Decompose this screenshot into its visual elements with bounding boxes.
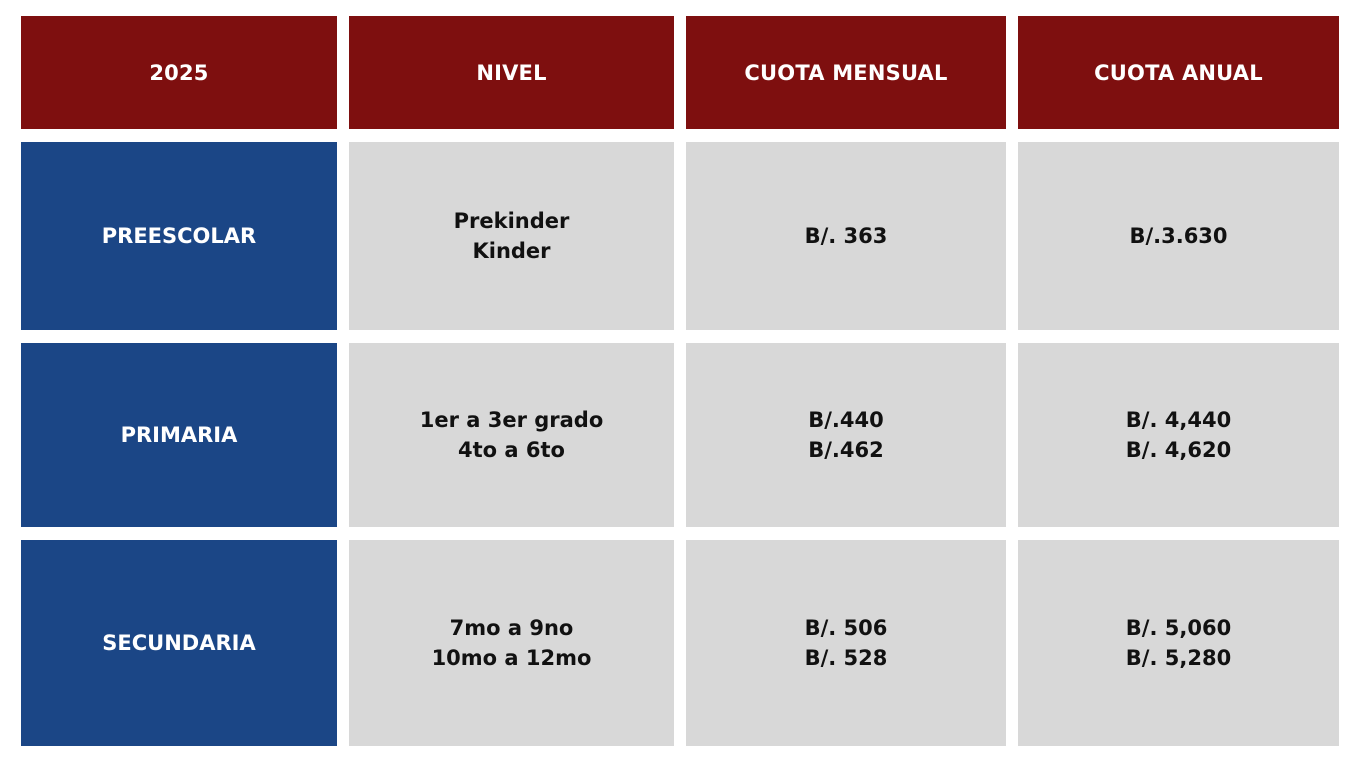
annual-fee: B/.3.630 — [1129, 224, 1228, 248]
level-preescolar — [21, 142, 337, 330]
monthly-fee: B/.440 — [808, 408, 884, 432]
header-cuota-mensual — [686, 16, 1006, 129]
annual-fee: B/. 4,440 — [1125, 408, 1232, 432]
grade-line: Kinder — [472, 239, 551, 263]
level-secundaria — [21, 540, 337, 746]
level-primaria — [21, 343, 337, 527]
annual-fee: B/. 5,060 — [1125, 616, 1232, 640]
level-label: PRIMARIA — [120, 423, 238, 447]
grades-secundaria — [349, 540, 674, 746]
grade-line: 1er a 3er grado — [419, 408, 604, 432]
header-year-label: 2025 — [149, 60, 209, 85]
grade-line: 4to a 6to — [458, 438, 565, 462]
level-label: SECUNDARIA — [102, 631, 256, 655]
header-year — [21, 16, 337, 129]
monthly-secundaria — [686, 540, 1006, 746]
monthly-primaria — [686, 343, 1006, 527]
monthly-fee: B/. 506 — [804, 616, 888, 640]
grades-primaria — [349, 343, 674, 527]
annual-secundaria — [1018, 540, 1339, 746]
monthly-fee: B/.462 — [808, 438, 884, 462]
annual-fee: B/. 5,280 — [1125, 646, 1232, 670]
annual-fee: B/. 4,620 — [1125, 438, 1232, 462]
level-label: PREESCOLAR — [101, 224, 257, 248]
annual-preescolar — [1018, 142, 1339, 330]
header-nivel-label: NIVEL — [476, 60, 547, 85]
grades-preescolar — [349, 142, 674, 330]
header-nivel — [349, 16, 674, 129]
grade-line: Prekinder — [453, 209, 570, 233]
grade-line: 10mo a 12mo — [431, 646, 592, 670]
monthly-fee: B/. 528 — [804, 646, 888, 670]
grade-line: 7mo a 9no — [449, 616, 574, 640]
header-cuota-anual — [1018, 16, 1339, 129]
monthly-fee: B/. 363 — [804, 224, 888, 248]
header-cuota-mensual-label: CUOTA MENSUAL — [744, 60, 948, 85]
monthly-preescolar — [686, 142, 1006, 330]
annual-primaria — [1018, 343, 1339, 527]
header-cuota-anual-label: CUOTA ANUAL — [1094, 60, 1263, 85]
